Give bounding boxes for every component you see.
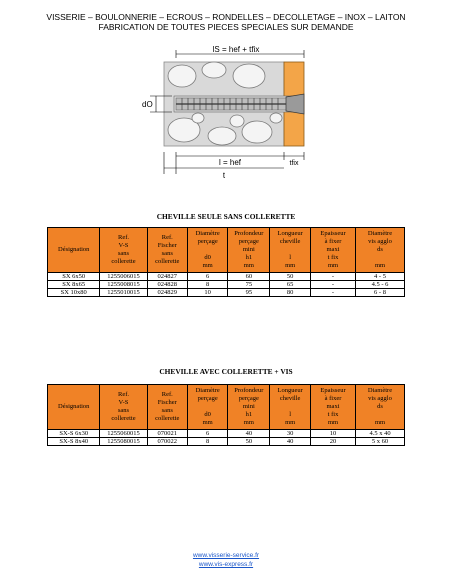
column-header [311,228,356,273]
column-header-line: Ref. [161,391,173,398]
column-header [356,385,405,430]
table-cell: - [311,289,356,297]
table-cell: 070021 [147,430,187,438]
column-header-line: cheville [279,395,301,402]
column-header-line [190,246,225,254]
table-row [48,273,405,281]
column-header-line: Ref. [117,391,129,398]
column-header-line: mm [285,419,296,426]
column-header-line: Ref. [117,234,129,241]
column-header-line: Epaisseur [320,230,346,237]
column-header-line: Diamètre [367,230,393,237]
designation-cell: SX 10x80 [48,289,100,297]
header-row [48,385,405,430]
table-cell: 50 [228,438,270,446]
column-header-line: perçage [197,238,218,245]
label-l: l = hef [218,158,242,167]
column-header-line: à fixer [324,238,342,245]
column-header-line: Fischer [157,242,177,249]
table-cell: 1255080015 [100,438,147,446]
column-header [356,228,405,273]
column-header-line: Fischer [157,399,177,406]
table-cell: 10 [311,430,356,438]
column-header-line: mm [243,262,254,269]
table-cell: 75 [228,281,270,289]
column-header-line: maxi [326,403,340,410]
table-cell: 024829 [147,289,187,297]
table-cell: 1255060015 [100,430,147,438]
table-cell: 60 [228,273,270,281]
column-header [187,228,227,273]
table-cell: 070022 [147,438,187,446]
column-header-line: Ref. [161,234,173,241]
table-row [48,430,405,438]
column-header-line: vis agglo [368,238,392,245]
table-cell: 20 [311,438,356,446]
column-header-line: V-S [118,242,129,249]
table-cell: 024827 [147,273,187,281]
column-header-line: à fixer [324,395,342,402]
column-header-line: collerette [111,415,136,422]
table-cell: 8 [187,438,227,446]
label-ls: lS = hef + tfix [212,45,260,54]
column-header-line: d0 [204,254,211,261]
column-header-line: mm [327,419,339,426]
label-tfix: tfix [289,160,299,167]
column-header [147,228,187,273]
column-header-line: mm [374,262,386,269]
column-header-line: d0 [204,411,211,418]
column-header-line: t fix [327,254,339,261]
column-header-line: l [289,254,292,261]
column-header-line: ds [377,246,383,253]
column-header-line: Désignation [58,403,90,410]
column-header [147,385,187,430]
column-header-line: mini [242,246,255,253]
table-cell: 6 - 8 [356,289,405,297]
column-header-line: sans [161,407,173,414]
column-header-line: sans [117,407,130,414]
table-cell: - [311,273,356,281]
column-header-line: Longueur [277,387,303,394]
column-header-line: vis agglo [368,395,392,402]
table-cell: 1255006015 [100,273,147,281]
table-cell: 4 - 5 [356,273,405,281]
column-header-line: Epaisseur [320,387,346,394]
column-header-line: ds [377,403,383,410]
column-header [228,228,270,273]
column-header [187,385,227,430]
column-header-line [272,246,308,254]
table-cell: 1255010015 [100,289,147,297]
column-header-line: Longueur [277,230,303,237]
footer-link-1[interactable]: www.visserie-service.fr [192,552,260,559]
table-cell: 40 [228,430,270,438]
column-header-line: Désignation [58,246,90,253]
designation-cell: SX 8x65 [48,281,100,289]
header-line-2: FABRICATION DE TOUTES PIECES SPECIALES SUR DEMANDE [98,22,354,32]
table-cell: 1255008015 [100,281,147,289]
column-header-line: perçage [238,238,259,245]
label-t: t [222,171,226,180]
column-header-line [358,411,402,419]
column-header-line: mm [202,419,213,426]
column-header-line: mm [202,262,213,269]
column-header-line: Profondeur [234,230,264,237]
table-cell: 6 [187,273,227,281]
column-header-line [190,403,225,411]
anchor-diagram [136,44,316,194]
designation-cell: SX-S 8x40 [48,438,100,446]
column-header-line: t fix [327,411,339,418]
table-cell: 95 [228,289,270,297]
designation-cell: SX-S 6x30 [48,430,100,438]
header-line-1: VISSERIE – BOULONNERIE – ECROUS – RONDELLES – DECOLLETAGE – INOX – LAITON [46,12,406,22]
column-header-line: Profondeur [234,387,264,394]
table-cell: 50 [270,273,311,281]
column-header [48,228,100,273]
label-do: dO [142,100,153,109]
column-header [270,385,311,430]
table-cell: 8 [187,281,227,289]
column-header [228,385,270,430]
table2-title: CHEVILLE AVEC COLLERETTE + VIS [159,367,293,376]
column-header [270,228,311,273]
table-cheville-sans-collerette [47,227,405,297]
table-cell: 024828 [147,281,187,289]
column-header [100,385,147,430]
table-cell: 40 [270,438,311,446]
table1-title: CHEVILLE SEULE SANS COLLERETTE [156,212,296,221]
table-row [48,281,405,289]
column-header-line: mm [285,262,296,269]
table-row [48,289,405,297]
designation-cell: SX 6x50 [48,273,100,281]
table-cheville-avec-collerette [47,384,405,446]
column-header-line: sans [117,250,130,257]
column-header [48,385,100,430]
column-header-line: collerette [111,258,136,265]
column-header-line [272,403,308,411]
column-header-line: perçage [197,395,218,402]
column-header [100,228,147,273]
column-header-line: l [289,411,292,418]
header-row [48,228,405,273]
column-header-line: maxi [326,246,340,253]
column-header-line: mm [374,419,386,426]
column-header-line: h1 [245,254,253,261]
column-header-line [358,254,402,262]
table-cell: 6 [187,430,227,438]
table-cell: 65 [270,281,311,289]
table-row [48,438,405,446]
column-header-line: cheville [279,238,301,245]
table-cell: 80 [270,289,311,297]
column-header-line: perçage [238,395,259,402]
column-header-line: collerette [155,258,180,265]
footer-link-2[interactable]: www.vis-express.fr [198,561,254,568]
table-cell: 4.5 - 6 [356,281,405,289]
table-cell: 10 [187,289,227,297]
table-cell: 4.5 x 40 [356,430,405,438]
column-header [311,385,356,430]
column-header-line: mm [243,419,254,426]
table-cell: 30 [270,430,311,438]
column-header-line: Diamètre [195,387,220,394]
column-header-line: h1 [245,411,253,418]
column-header-line: sans [161,250,173,257]
column-header-line: Diamètre [367,387,393,394]
column-header-line: Diamètre [195,230,220,237]
column-header-line: mm [327,262,339,269]
table-cell: 5 x 60 [356,438,405,446]
column-header-line: collerette [155,415,180,422]
table-cell: - [311,281,356,289]
column-header-line: mini [242,403,255,410]
column-header-line: V-S [118,399,129,406]
